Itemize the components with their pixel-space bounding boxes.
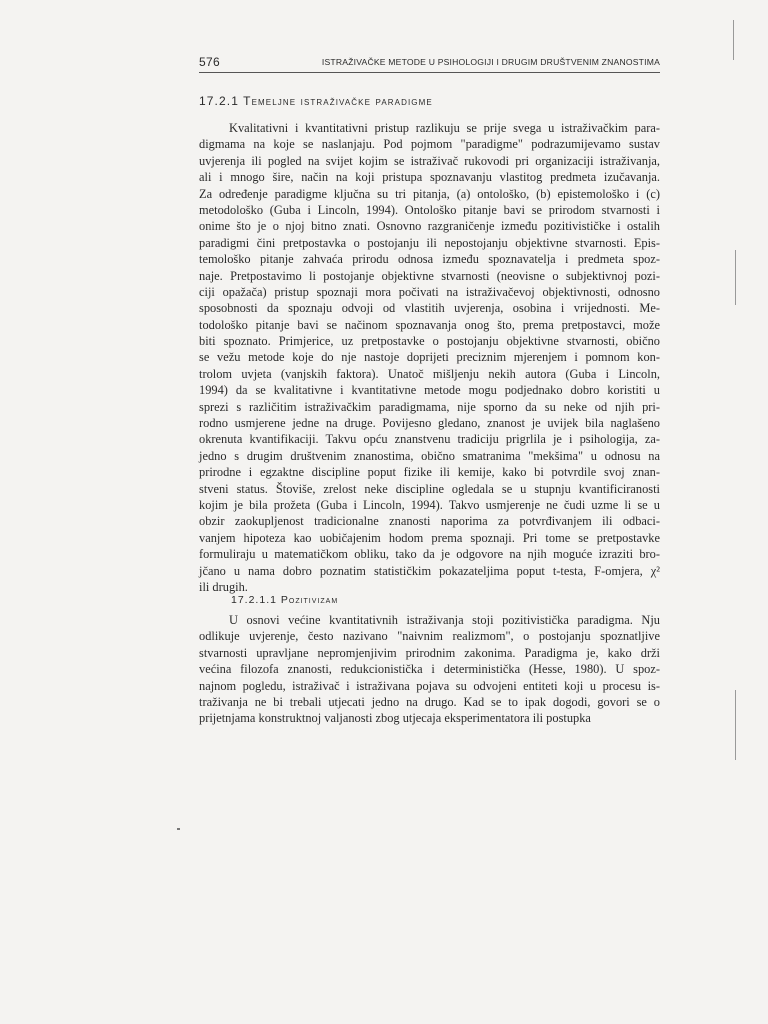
text-line: stvarnosti upravljane nepromjenjivim prirodnim zakonima. Paradigma je, kako drži [199, 645, 660, 660]
page-number: 576 [199, 55, 220, 69]
scan-margin-line [733, 20, 734, 60]
text-line: trolom uvjeta (vanjskih faktora). Unatoč mišljenju nekih autora (Guba i Lincoln, [199, 366, 660, 381]
scan-dot [177, 828, 180, 830]
text-line: okrenuta kvantifikaciji. Takvu opću znanstvenu tradiciju prigrlila je i psihologija, za- [199, 432, 660, 447]
text-line: najnom pogledu, istraživač i istraživana pojava su odvojeni entiteti koji u procesu is- [199, 678, 660, 693]
text-line: sposobnosti da spoznaju odvoji od vlastitih uvjerenja, osobina i vrijednosti. Me- [199, 301, 660, 316]
text-line: digmama na koje se naslanjaju. Pod pojmom "paradigme" podrazumijevamo sustav [199, 137, 660, 152]
text-line: Kvalitativni i kvantitativni pristup razlikuju se prije svega u istraživačkim para- [229, 121, 660, 135]
text-line: paradigmi čini pretpostavka o postojanju ili nepostojanju objektivne stvarnosti. Epis- [199, 235, 660, 250]
text-line: formuliraju u matematičkom obliku, tako da je odgovore na njih moguće izraziti bro- [199, 547, 660, 562]
section-heading: 17.2.1 Temeljne istraživačke paradigme [199, 94, 433, 108]
text-line: sprezi s različitim istraživačkim paradigmama, nije sporno da su neke od njih pri- [199, 399, 660, 414]
text-line: vanjem hipoteza kao uobičajenim hodom prema spoznaji. Pri tome se pretpostavke [199, 530, 660, 545]
text-line: ili drugih. [199, 579, 248, 594]
text-line: Za određenje paradigme ključna su tri pitanja, (a) ontološko, (b) epistemološko i (c) [199, 186, 660, 201]
text-line: temološko pitanje zahvaća prirodu odnosa između spoznavatelja i predmeta spoz- [199, 252, 660, 267]
text-line: rodno usmjerene jedne na druge. Povijesno gledano, znanost je uvijek bila naglašeno [199, 416, 660, 431]
text-line: traživanja ne bi trebali utjecati jedno na drugo. Kad se to ipak dogodi, govori se o [199, 694, 660, 709]
text-line: prijetnjama konstruktnoj valjanosti zbog utjecaja eksperimentatora ili postupka [199, 711, 591, 726]
text-line: jedno s drugim društvenim znanostima, obično smatranima "mekšima" u odnosu na [199, 448, 660, 463]
text-line: većina filozofa znanosti, redukcionistička i deterministička (Hesse, 1980). U spoz- [199, 662, 660, 677]
text-line: onime što je o njoj bitno znati. Osnovno razgraničenje između pozitivističke i ostalih [199, 219, 660, 234]
paragraph-1 [199, 120, 660, 595]
page-header [199, 55, 660, 73]
text-line: jčano u nama dobro poznatim statističkim pokazateljima poput t-testa, F-omjera, χ² [199, 563, 660, 578]
scan-margin-line [735, 690, 736, 760]
text-line: odlikuje uvjerenje, često nazivano "naivnim realizmom", o postojanju spoznatljive [199, 629, 660, 644]
text-line: stveni status. Štoviše, zrelost neke discipline ogledala se u stupnju kvantificiranosti [199, 481, 660, 496]
text-line: biti spoznato. Primjerice, uz pretpostavke o postojanju objektivne stvarnosti, obično [199, 334, 660, 349]
text-line: metodološko (Guba i Lincoln, 1994). Ontološko pitanje bavi se prirodom stvarnosti i [199, 202, 660, 217]
text-line: todološko pitanje bavi se načinom spoznavanja onog što, prema pretpostavci, može [199, 317, 660, 332]
text-line: ciji opažača) pristup spoznaji mora počivati na istraživačevoj objektivnosti, odnosno [199, 284, 660, 299]
subsection-heading: 17.2.1.1 Pozitivizam [231, 594, 339, 606]
text-line: 1994) da se kvalitativne i kvantitativne metode mogu podjednako dobro koristiti u [199, 383, 660, 398]
text-line: U osnovi većine kvantitativnih istraživanja stoji pozitivistička paradigma. Nju [229, 613, 660, 627]
text-line: naje. Pretpostavimo li postojanje objektivne stvarnosti (neovisne o subjektivnoj pozi- [199, 268, 660, 283]
text-line: ali i mnogo šire, način na koji pristupa spoznavanju vlastitog predmeta izučavanja. [199, 170, 660, 185]
paragraph-2 [199, 612, 660, 727]
text-line: uvjerenja ili pogled na svijet kojim se istraživač rukovodi pri organizaciji istraživanja, [199, 153, 660, 168]
scan-margin-line [735, 250, 736, 305]
running-title: ISTRAŽIVAČKE METODE U PSIHOLOGIJI I DRUGIM DRUŠTVENIM ZNANOSTIMA [321, 57, 660, 67]
text-line: kojim je bila prožeta (Guba i Lincoln, 1994). Takvo usmjerenje ne čudi uzme li se u [199, 497, 660, 512]
text-line: obzir zaokupljenost tradicionalne znanosti naporima za potvrđivanjem ili odbaci- [199, 514, 660, 529]
text-line: prirodne i egzaktne discipline poput fizike ili kemije, kako bi potvrdile svoj znan- [199, 465, 660, 480]
text-line: se vežu metode koje do nje nastoje doprijeti preciznim mjerenjem i pomnom kon- [199, 350, 660, 365]
